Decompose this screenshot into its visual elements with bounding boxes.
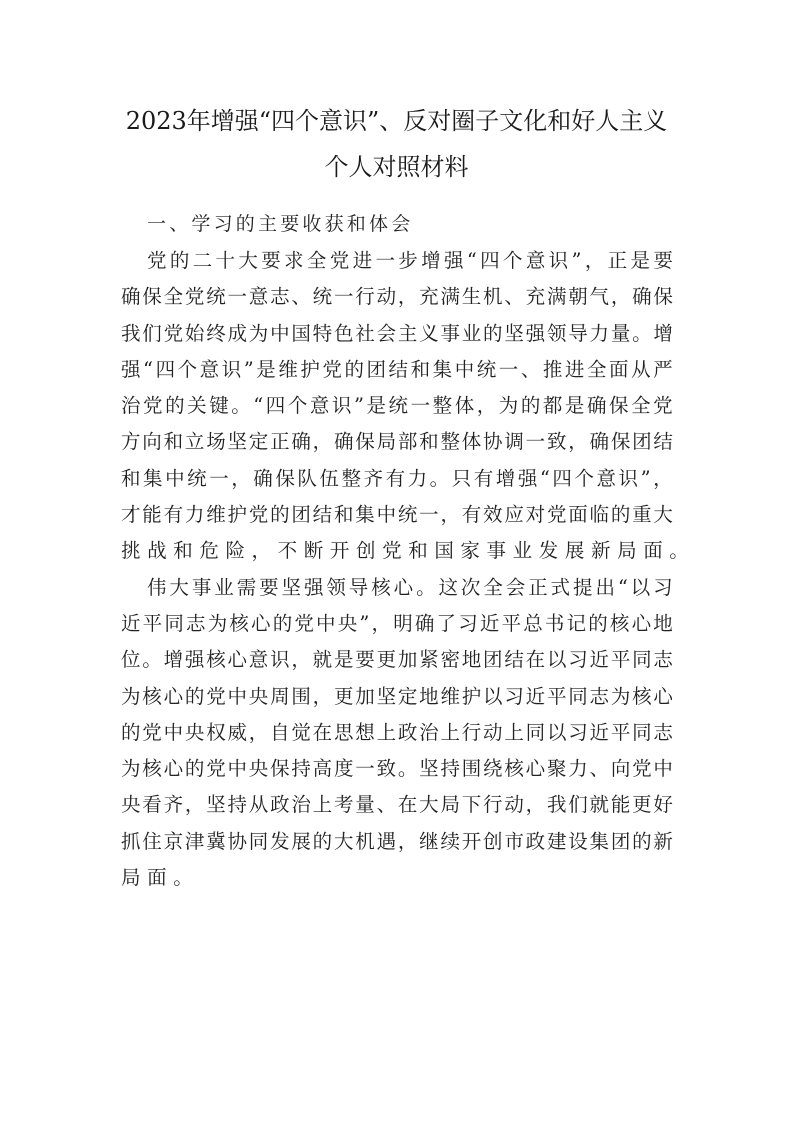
paragraph-line: 强 “ 四 个 意 识 ” 是 维 护 党 的 团 结 和 集 中 统 一 、 推 进 全 面 从 严 [121,357,673,381]
document-body [121,205,696,896]
paragraph-line: 伟 大 事 业 需 要 坚 强 领 导 核 心 。 这 次 全 会 正 式 提 出 “ 以 习 [147,575,673,599]
title-line-1: 2023年增强“四个意识”、反对圈子文化和好人主义 [125,107,668,135]
paragraph-line: 确 保 全 党 统 一 意 志 、 统 一 行 动 ， 充 满 生 机 、 充 满 朝 气 ， 确 保 [121,285,673,309]
title-line-2: 个人对照材料 [324,153,469,181]
paragraph-line: 局 面 。 [121,866,200,890]
paragraph-line: 党 的 二 十 大 要 求 全 党 进 一 步 增 强 “ 四 个 意 识 ” ， 正 是 要 [147,249,673,272]
paragraph-line: 为 核 心 的 党 中 央 保 持 高 度 一 致 。 坚 持 围 绕 核 心 聚 力 、 向 党 中 [121,757,673,781]
paragraph-line: 央 看 齐 ， 坚 持 从 政 治 上 考 量 、 在 大 局 下 行 动 ， 我 们 就 能 更 好 [121,793,673,817]
paragraph-line: 和 集 中 统 一 ， 确 保 队 伍 整 齐 有 力 。 只 有 增 强 “ 四 个 意 识 ” ， [121,466,673,490]
paragraph-line: 的 党 中 央 权 威 ， 自 觉 在 思 想 上 政 治 上 行 动 上 同 以 习 近 平 同 志 [121,720,673,744]
paragraph-line: 为 核 心 的 党 中 央 周 围 ， 更 加 坚 定 地 维 护 以 习 近 平 同 志 为 核 心 [121,684,673,708]
paragraph-line: 位 。 增 强 核 心 意 识 ， 就 是 要 更 加 紧 密 地 团 结 在 以 习 近 平 同 志 [121,648,673,672]
paragraph-line: 近 平 同 志 为 核 心 的 党 中 央 ” ， 明 确 了 习 近 平 总 书 记 的 核 心 地 [121,611,673,635]
paragraph-1 [121,243,696,570]
paragraph-line: 抓 住 京 津 冀 协 同 发 展 的 大 机 遇 ， 继 续 开 创 市 政 建 设 集 团 的 新 [121,829,673,853]
section-heading: 一、学习的主要收获和体会 [147,213,414,235]
paragraph-line: 治 党 的 关 键 。 “ 四 个 意 识 ” 是 统 一 整 体 ， 为 的 都 是 确 保 全 党 [121,394,673,418]
paragraph-line: 我 们 党 始 终 成 为 中 国 特 色 社 会 主 义 事 业 的 坚 强 领 导 力 量 。 增 [121,321,673,345]
paragraph-line: 挑 战 和 危 险 ， 不 断 开 创 党 和 国 家 事 业 发 展 新 局 面 。 [121,539,696,563]
paragraph-line: 才 能 有 力 维 护 党 的 团 结 和 集 中 统 一 ， 有 效 应 对 党 面 临 的 重 大 [121,503,673,527]
paragraph-2 [121,570,673,897]
paragraph-line: 方 向 和 立 场 坚 定 正 确 ， 确 保 局 部 和 整 体 协 调 一 致 ， 确 保 团 结 [121,430,673,454]
document-title [100,98,693,190]
